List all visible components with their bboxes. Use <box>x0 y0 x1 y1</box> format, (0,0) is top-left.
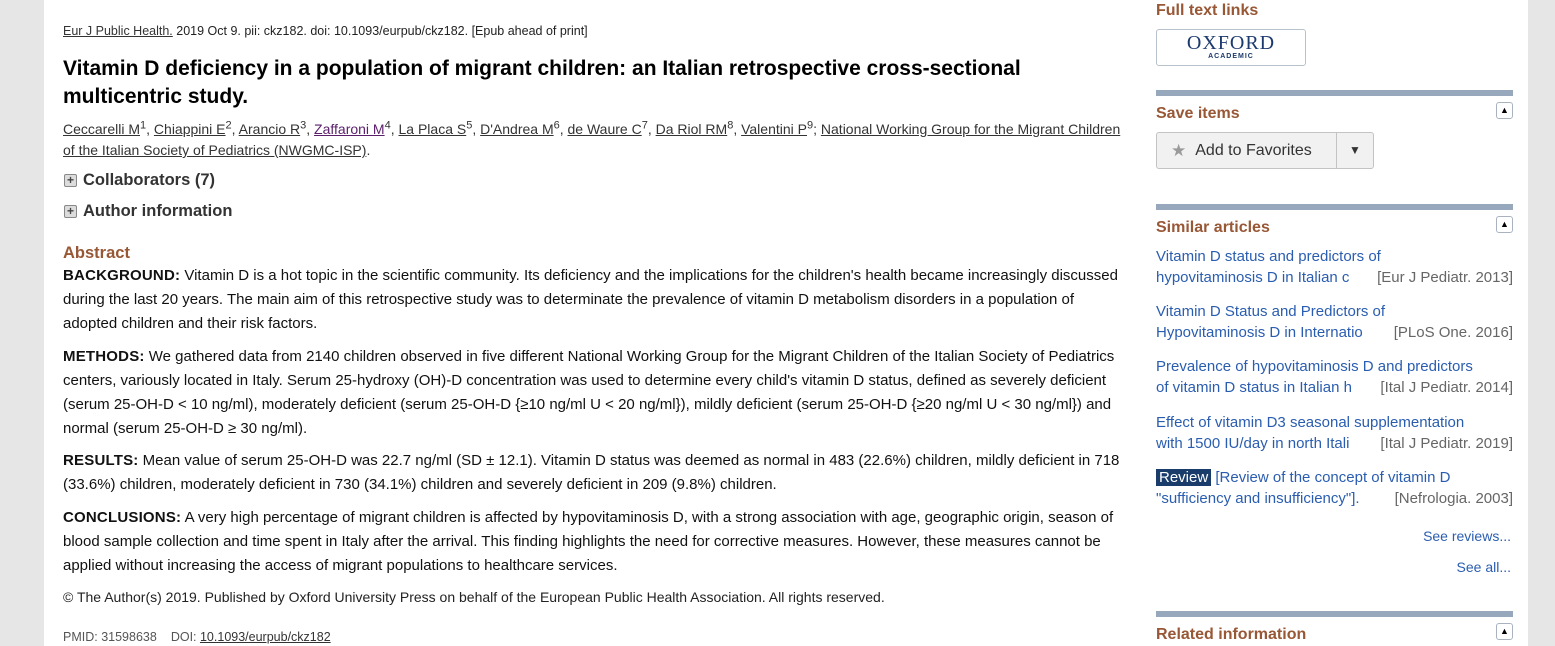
author-link[interactable]: Ceccarelli M <box>63 121 141 137</box>
citation-details: 2019 Oct 9. pii: ckz182. doi: 10.1093/eurpub/ckz182. [Epub ahead of print] <box>172 24 588 38</box>
author-link[interactable]: de Waure C <box>567 121 642 137</box>
pmid: PMID: 31598638 <box>63 630 157 644</box>
similar-article-journal: [Nefrologia. 2003] <box>1394 490 1513 507</box>
abstract-results <box>63 449 1123 497</box>
see-reviews-link[interactable]: See reviews... <box>1423 528 1511 544</box>
similar-article-title-cont: hypovitaminosis D in Italian c <box>1156 269 1350 286</box>
author-affiliation: 6 <box>553 119 560 132</box>
identifiers <box>63 630 331 644</box>
author-affiliation: 8 <box>727 119 734 132</box>
collapse-icon[interactable]: ▲ <box>1496 102 1513 119</box>
similar-article-title: Vitamin D status and predictors of <box>1156 248 1381 265</box>
similar-article[interactable] <box>1156 246 1513 288</box>
star-icon: ★ <box>1171 140 1187 160</box>
similar-article[interactable] <box>1156 356 1513 398</box>
expand-plus-icon: + <box>64 205 77 218</box>
author-affiliation: 4 <box>384 119 391 132</box>
author-information-toggle[interactable] <box>63 202 232 221</box>
similar-article[interactable] <box>1156 301 1513 343</box>
section-divider <box>1156 90 1513 96</box>
similar-article-journal: [Ital J Pediatr. 2019] <box>1380 435 1513 452</box>
similar-article-title-cont: "sufficiency and insufficiency"]. <box>1156 490 1360 507</box>
similar-article-title-cont: with 1500 IU/day in north Itali <box>1156 435 1350 452</box>
abstract-background <box>63 264 1123 336</box>
author-information-label: Author information <box>83 202 233 220</box>
similar-article[interactable] <box>1156 412 1513 454</box>
collaborators-label: Collaborators (7) <box>83 171 216 189</box>
similar-article-journal: [Ital J Pediatr. 2014] <box>1380 379 1513 396</box>
author-link[interactable]: Da Riol RM <box>655 121 728 137</box>
author-affiliation: 3 <box>300 119 307 132</box>
author-affiliation: 1 <box>140 119 147 132</box>
save-items-heading: Save items <box>1156 105 1240 122</box>
author-link[interactable]: Zaffaroni M <box>314 121 385 137</box>
collapse-icon[interactable]: ▲ <box>1496 216 1513 233</box>
similar-article-title: Prevalence of hypovitaminosis D and predictors <box>1156 358 1473 375</box>
oxford-academic-link[interactable] <box>1156 29 1306 66</box>
author-affiliation: 9 <box>807 119 814 132</box>
doi-label: DOI: <box>170 630 200 644</box>
similar-article-journal: [Eur J Pediatr. 2013] <box>1377 269 1513 286</box>
author-link[interactable]: D'Andrea M <box>480 121 554 137</box>
section-label: RESULTS: <box>63 452 139 469</box>
collapse-icon[interactable]: ▲ <box>1496 623 1513 640</box>
similar-article-title: Vitamin D Status and Predictors of <box>1156 303 1385 320</box>
doi-link[interactable]: 10.1093/eurpub/ckz182 <box>199 630 331 644</box>
abstract-methods <box>63 345 1123 441</box>
oxford-logo-subtext: ACADEMIC <box>1208 53 1254 60</box>
section-divider <box>1156 204 1513 210</box>
abstract-conclusions <box>63 506 1123 578</box>
author-link[interactable]: La Placa S <box>398 121 467 137</box>
similar-article-title-cont: of vitamin D status in Italian h <box>1156 379 1352 396</box>
add-to-favorites-control <box>1156 132 1374 169</box>
section-text: We gathered data from 2140 children observed in five different National Working Group for the Migrant Children of the Italian Society of Pediatrics centers, variously located in Italy. Serum 25-hydroxy (OH)-D concentration was used to determine every child's vitamin D status, defined as severely deficient (serum 25-OH-D < 10 ng/ml), moderately deficient (serum 25-OH-D {≥10 ng/ml U < 20 ng/ml}), mildly deficient (serum 25-OH-D {≥20 ng/ml U < 30 ng/ml}) and normal (serum 25-OH-D ≥ 30 ng/ml). <box>63 348 1115 437</box>
similar-article-journal: [PLoS One. 2016] <box>1393 324 1513 341</box>
section-text: Vitamin D is a hot topic in the scientific community. Its deficiency and the implications for the children's health became increasingly discussed during the last 20 years. The main aim of this retrospective study was to determinate the prevalence of vitamin D metabolism disorders in a population of adopted children and their risk factors. <box>63 267 1118 332</box>
author-affiliation: 2 <box>225 119 232 132</box>
see-all-link[interactable]: See all... <box>1456 559 1511 575</box>
oxford-logo-text: OXFORD <box>1186 32 1276 54</box>
section-label: BACKGROUND: <box>63 267 181 284</box>
author-affiliation: 5 <box>466 119 473 132</box>
copyright-notice: © The Author(s) 2019. Published by Oxford University Press on behalf of the European Public Health Association. All rights reserved. <box>63 589 885 605</box>
author-link[interactable]: Valentini P <box>741 121 807 137</box>
similar-review-article[interactable] <box>1156 467 1513 509</box>
expand-plus-icon: + <box>64 174 77 187</box>
journal-link[interactable]: Eur J Public Health. <box>63 24 173 38</box>
collaborators-toggle[interactable] <box>63 171 215 190</box>
section-text: Mean value of serum 25-OH-D was 22.7 ng/ml (SD ± 12.1). Vitamin D status was deemed as normal in 483 (22.6%) children, mildly deficient in 718 (33.6%) children, moderately deficient in 730 (34.1%) children and severely deficient in 209 (9.8%) children. <box>63 452 1120 493</box>
author-link[interactable]: Arancio R <box>238 121 301 137</box>
section-text: A very high percentage of migrant children is affected by hypovitaminosis D, with a strong association with age, geographic origin, season of blood sample collection and time spent in Italy after the arrival. This finding highlights the need for corrective measures. However, these measures cannot be applied without increasing the access of migrant populations to healthcare services. <box>63 509 1114 574</box>
section-divider <box>1156 611 1513 617</box>
favorites-dropdown-caret-icon[interactable]: ▼ <box>1349 143 1361 157</box>
author-link[interactable]: Chiappini E <box>153 121 226 137</box>
citation <box>63 24 588 38</box>
page <box>44 0 1528 646</box>
group-author-link[interactable]: National Working Group for the Migrant Children of the Italian Society of Pediatrics (NWGMC-ISP) <box>63 121 1121 158</box>
abstract-heading: Abstract <box>63 244 130 262</box>
similar-articles-heading: Similar articles <box>1156 219 1270 236</box>
section-label: METHODS: <box>63 348 145 365</box>
section-label: CONCLUSIONS: <box>63 509 182 526</box>
add-to-favorites-label: Add to Favorites <box>1195 141 1312 159</box>
full-text-links-heading: Full text links <box>1156 2 1259 19</box>
similar-article-title: [Review of the concept of vitamin D <box>1211 469 1451 486</box>
author-affiliation: 7 <box>641 119 648 132</box>
related-information-heading: Related information <box>1156 626 1307 643</box>
author-list: Ceccarelli $M^1$, Chiappini $E^2$, Arancio $R^3$, Zaffaroni $M^4$, La Placa $S^5$, D'Andrea $M^6$, de Waure $C^7$, Da Riol $RM^8$, Valentini $P^9$; National Working Group for the Migrant Children of the Italian Society of Pediatrics (NWGMC-ISP). <box>63 119 1121 158</box>
review-badge: Review <box>1156 469 1211 486</box>
add-to-favorites-button[interactable] <box>1157 133 1337 168</box>
similar-article-title-cont: Hypovitaminosis D in Internatio <box>1156 324 1363 341</box>
similar-article-title: Effect of vitamin D3 seasonal supplementation <box>1156 414 1465 431</box>
article-title: Vitamin D deficiency in a population of migrant children: an Italian retrospective cross-sectional multicentric study. <box>63 57 1021 108</box>
